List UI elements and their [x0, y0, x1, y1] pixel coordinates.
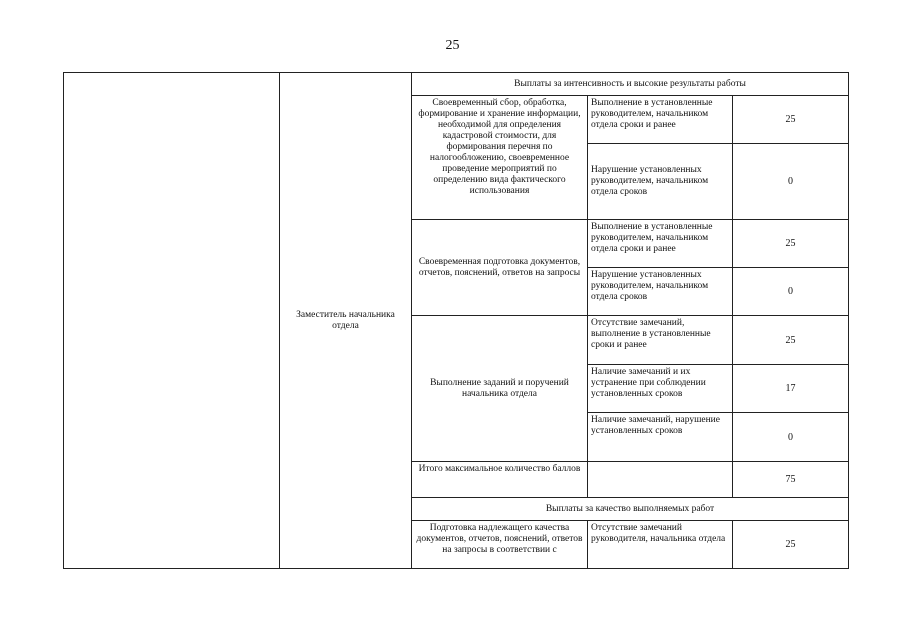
points-cell: 0 [733, 268, 849, 316]
criterion-name: Выполнение заданий и поручений начальника отдела [412, 316, 588, 462]
section-header-intensity: Выплаты за интенсивность и высокие результаты работы [412, 73, 849, 96]
criterion-name: Подготовка надлежащего качества документов, отчетов, пояснений, ответов на запросы в соответствии с [412, 521, 588, 569]
condition-cell: Нарушение установленных руководителем, начальником отдела сроков [588, 144, 733, 220]
page-number: 25 [445, 38, 460, 53]
points-cell: 0 [733, 413, 849, 462]
condition-cell: Выполнение в установленные руководителем, начальником отдела сроки и ранее [588, 220, 733, 268]
criterion-name: Своевременная подготовка документов, отчетов, пояснений, ответов на запросы [412, 220, 588, 316]
criterion-name: Своевременный сбор, обработка, формирование и хранение информации, необходимой для определения кадастровой стоимости, для формирования перечня по налогообложению, своевременное проведение мероприятий по определению вида фактического использования [412, 96, 588, 220]
total-empty-cell [588, 462, 733, 498]
points-cell: 25 [733, 96, 849, 144]
total-label: Итого максимальное количество баллов [412, 462, 588, 498]
condition-cell: Нарушение установленных руководителем, начальником отдела сроков [588, 268, 733, 316]
empty-first-column [64, 73, 280, 569]
criteria-table [63, 72, 849, 569]
condition-cell: Наличие замечаний и их устранение при соблюдении установленных сроков [588, 365, 733, 413]
total-points: 75 [733, 462, 849, 498]
points-cell: 0 [733, 144, 849, 220]
condition-cell: Отсутствие замечаний руководителя, начальника отдела [588, 521, 733, 569]
points-cell: 17 [733, 365, 849, 413]
points-cell: 25 [733, 316, 849, 365]
condition-cell: Выполнение в установленные руководителем, начальником отдела сроки и ранее [588, 96, 733, 144]
section-header-quality: Выплаты за качество выполняемых работ [412, 498, 849, 521]
condition-cell: Отсутствие замечаний, выполнение в установленные сроки и ранее [588, 316, 733, 365]
points-cell: 25 [733, 220, 849, 268]
points-cell: 25 [733, 521, 849, 569]
condition-cell: Наличие замечаний, нарушение установленных сроков [588, 413, 733, 462]
position-cell: Заместитель начальника отдела [280, 73, 412, 569]
